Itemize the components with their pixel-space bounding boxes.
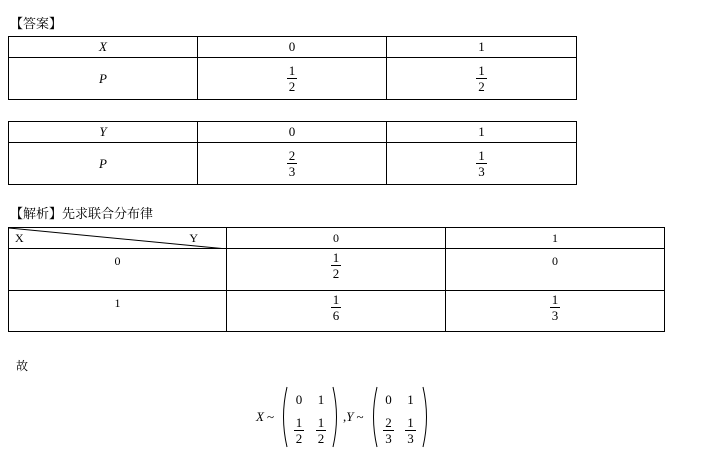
denominator: 6 — [332, 308, 340, 323]
analysis-heading: 【解析】先求联合分布律 — [10, 207, 154, 222]
joint-distribution-table — [8, 227, 665, 332]
y-var-cell — [9, 122, 198, 143]
numerator: 1 — [288, 62, 296, 78]
x-prob-label-cell — [9, 58, 198, 100]
conclusion-word: 故 — [16, 359, 29, 373]
denominator: 3 — [407, 431, 414, 446]
x-var-cell — [9, 37, 198, 58]
y-var-label: Y — [99, 124, 107, 139]
denominator: 3 — [551, 308, 559, 323]
prob-label: P — [99, 70, 107, 86]
matrix-entry: 1 — [317, 392, 325, 407]
x-value-cell: 1 — [387, 37, 577, 58]
fraction — [294, 416, 305, 446]
denominator: 2 — [295, 431, 303, 446]
fraction — [476, 64, 487, 94]
numerator: 1 — [332, 292, 340, 307]
joint-col-header: 0 — [227, 228, 446, 249]
denominator: 2 — [478, 78, 485, 94]
matrix-grid — [288, 386, 332, 448]
denominator: 3 — [385, 431, 392, 446]
fraction — [316, 416, 327, 446]
numerator: 2 — [385, 415, 392, 430]
answer-heading: 【答案】 — [10, 17, 63, 32]
numerator: 1 — [478, 62, 485, 78]
y-distribution-table — [8, 121, 577, 185]
x-distribution-matrix — [280, 386, 340, 448]
comma: , — [343, 409, 347, 424]
left-paren-icon — [370, 386, 378, 448]
x-var: X — [256, 409, 264, 424]
matrix-entry: 0 — [385, 392, 392, 407]
fraction — [405, 416, 416, 446]
numerator: 1 — [407, 415, 414, 430]
fraction — [476, 149, 487, 179]
x-distribution-table — [8, 36, 577, 100]
joint-col-header: 1 — [446, 228, 665, 249]
denominator: 2 — [288, 78, 296, 94]
joint-row-label: 1 — [9, 291, 227, 332]
x-value-cell: 0 — [198, 37, 387, 58]
joint-corner-cell — [9, 228, 227, 249]
fraction — [383, 416, 394, 446]
final-expression — [256, 385, 433, 449]
joint-cell — [446, 291, 665, 332]
right-paren-icon — [332, 386, 340, 448]
y-value-cell: 0 — [198, 122, 387, 143]
tilde-symbol: ~ — [356, 409, 364, 424]
y-distribution-matrix — [370, 386, 430, 448]
corner-y-label: Y — [189, 231, 198, 245]
numerator: 2 — [288, 147, 296, 163]
y-prob-cell — [198, 143, 387, 185]
prob-label: P — [99, 155, 107, 171]
matrix-entry: 1 — [407, 392, 414, 407]
joint-row-label: 0 — [9, 249, 227, 291]
joint-cell — [227, 249, 446, 291]
y-prob-cell — [387, 143, 577, 185]
y-var: Y — [346, 409, 354, 424]
fraction — [550, 293, 561, 323]
matrix-entry: 0 — [295, 392, 303, 407]
numerator: 1 — [317, 415, 325, 430]
fraction — [331, 251, 342, 281]
denominator: 3 — [288, 163, 296, 179]
denominator: 3 — [478, 163, 485, 179]
numerator: 1 — [332, 250, 340, 265]
fraction — [287, 64, 298, 94]
left-paren-icon — [280, 386, 288, 448]
matrix-grid — [378, 386, 422, 448]
denominator: 2 — [317, 431, 325, 446]
tilde-symbol: ~ — [266, 409, 274, 424]
corner-x-label: X — [15, 231, 24, 245]
x-prob-cell — [387, 58, 577, 100]
denominator: 2 — [332, 266, 340, 281]
fraction — [331, 293, 342, 323]
numerator: 1 — [551, 292, 559, 307]
x-prob-cell — [198, 58, 387, 100]
y-prob-label-cell — [9, 143, 198, 185]
numerator: 1 — [295, 415, 303, 430]
numerator: 1 — [478, 147, 485, 163]
y-value-cell: 1 — [387, 122, 577, 143]
right-paren-icon — [422, 386, 430, 448]
fraction — [287, 149, 298, 179]
joint-cell — [227, 291, 446, 332]
x-var-label: X — [99, 39, 107, 54]
joint-cell: 0 — [446, 249, 665, 291]
